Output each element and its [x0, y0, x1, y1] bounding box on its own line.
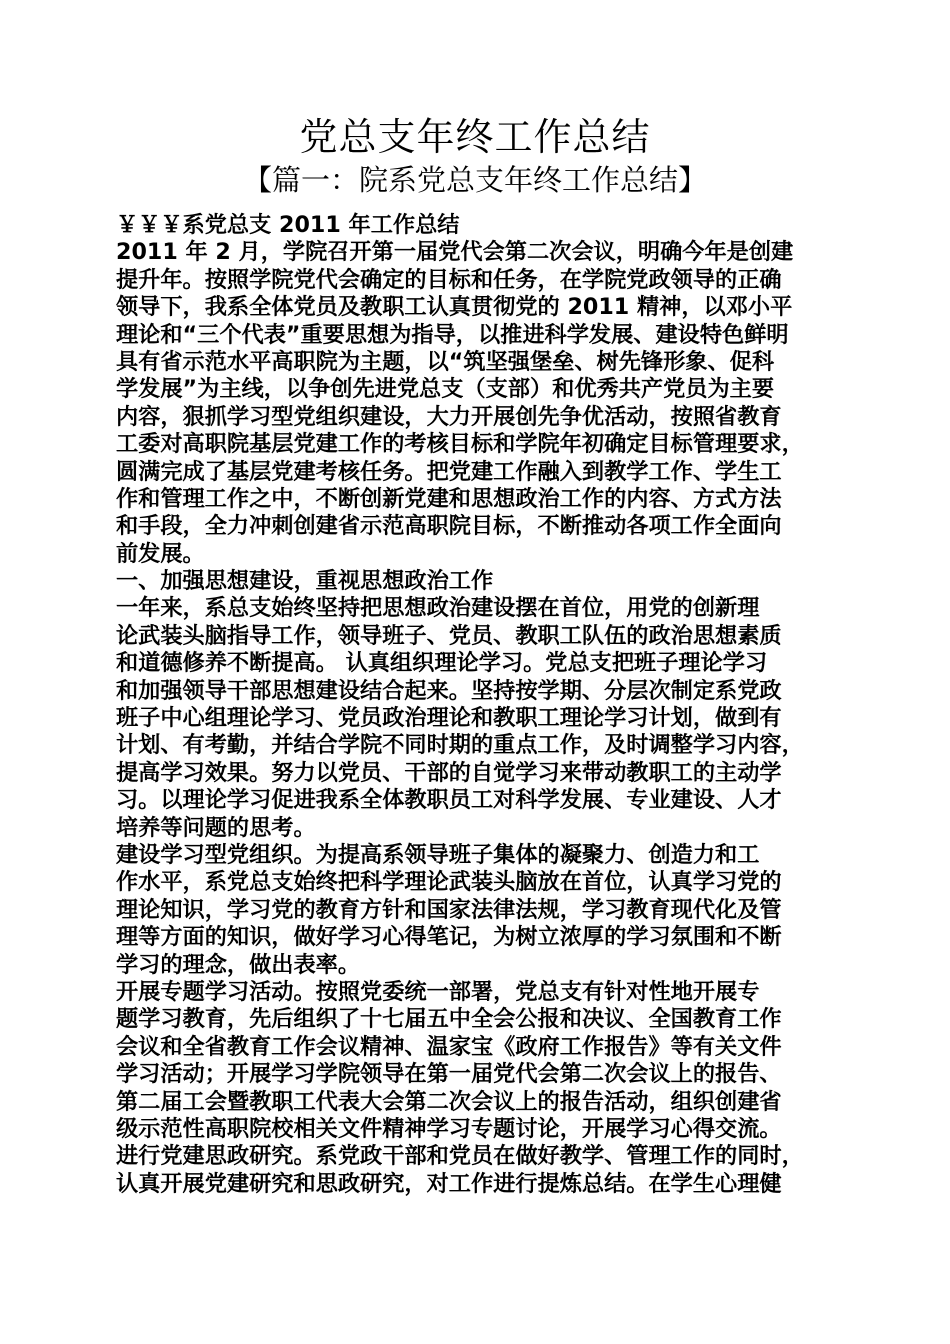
document-subtitle: 【篇一：院系党总支年终工作总结】	[242, 163, 707, 197]
body-text-line: 会议和全省教育工作会议精神、温家宝《政府工作报告》等有关文件	[116, 1033, 782, 1060]
body-text-line: 2011 年 2 月，学院召开第一届党代会第二次会议，明确今年是创建	[116, 239, 794, 266]
body-text-line: 习。以理论学习促进我系全体教职员工对科学发展、专业建设、人才	[116, 787, 782, 814]
body-text-line: 学习的理念，做出表率。	[116, 951, 361, 978]
body-text-line: 开展专题学习活动。按照党委统一部署，党总支有针对性地开展专	[116, 978, 760, 1005]
body-text-line: 工委对高职院基层党建工作的考核目标和学院年初确定目标管理要求，	[116, 431, 804, 458]
body-text-line: 学发展”为主线，以争创先进党总支（支部）和优秀共产党员为主要	[116, 376, 775, 403]
body-text-line: 认真开展党建研究和思政研究，对工作进行提炼总结。在学生心理健	[116, 1170, 782, 1197]
body-text-line: 培养等问题的思考。	[116, 814, 316, 841]
body-text-line: 内容，狠抓学习型党组织建设，大力开展创先争优活动，按照省教育	[116, 403, 782, 430]
document-body	[116, 212, 838, 1198]
body-text-line: 理论和“三个代表”重要思想为指导，以推进科学发展、建设特色鲜明	[116, 321, 789, 348]
body-text-line: 第二届工会暨教职工代表大会第二次会议上的报告活动，组织创建省	[116, 1088, 782, 1115]
body-text-line: 一、加强思想建设，重视思想政治工作	[116, 568, 494, 595]
body-text-line: 提高学习效果。努力以党员、干部的自觉学习来带动教职工的主动学	[116, 759, 782, 786]
body-text-line: ￥￥￥系党总支 2011 年工作总结	[116, 212, 460, 238]
body-text-line: 提升年。按照学院党代会确定的目标和任务，在学院党政领导的正确	[116, 266, 782, 293]
body-text-line: 作和管理工作之中，不断创新党建和思想政治工作的内容、方式方法	[116, 485, 782, 512]
body-text-line: 前发展。	[116, 540, 205, 567]
body-text-line: 一年来，系总支始终坚持把思想政治建设摆在首位，用党的创新理	[116, 595, 760, 622]
body-text-line: 理等方面的知识，做好学习心得笔记，为树立浓厚的学习氛围和不断	[116, 924, 782, 951]
body-text-line: 具有省示范水平高职院为主题，以“筑坚强堡垒、树先锋形象、促科	[116, 348, 775, 375]
document-title: 党总支年终工作总结	[299, 115, 651, 159]
body-text-line: 计划、有考勤，并结合学院不同时期的重点工作，及时调整学习内容，	[116, 732, 804, 759]
body-text-line: 级示范性高职院校相关文件精神学习专题讨论，开展学习心得交流。	[116, 1115, 782, 1142]
body-text-line: 进行党建思政研究。系党政干部和党员在做好教学、管理工作的同时，	[116, 1143, 804, 1170]
body-text-line: 建设学习型党组织。为提高系领导班子集体的凝聚力、创造力和工	[116, 841, 760, 868]
body-text-line: 理论知识，学习党的教育方针和国家法律法规，学习教育现代化及管	[116, 896, 782, 923]
body-text-line: 和手段，全力冲刺创建省示范高职院目标，不断推动各项工作全面向	[116, 513, 782, 540]
body-text-line: 和加强领导干部思想建设结合起来。坚持按学期、分层次制定系党政	[116, 677, 782, 704]
body-text-line: 学习活动；开展学习学院领导在第一届党代会第二次会议上的报告、	[116, 1061, 782, 1088]
body-text-line: 和道德修养不断提高。 认真组织理论学习。党总支把班子理论学习	[116, 650, 768, 677]
body-text-line: 作水平，系党总支始终把科学理论武装头脑放在首位，认真学习党的	[116, 869, 782, 896]
body-text-line: 论武装头脑指导工作，领导班子、党员、教职工队伍的政治思想素质	[116, 622, 782, 649]
body-text-line: 圆满完成了基层党建考核任务。把党建工作融入到教学工作、学生工	[116, 458, 782, 485]
body-text-line: 题学习教育，先后组织了十七届五中全会公报和决议、全国教育工作	[116, 1006, 782, 1033]
body-text-line: 班子中心组理论学习、党员政治理论和教职工理论学习计划，做到有	[116, 705, 782, 732]
body-text-line: 领导下，我系全体党员及教职工认真贯彻党的 2011 精神，以邓小平	[116, 294, 793, 321]
